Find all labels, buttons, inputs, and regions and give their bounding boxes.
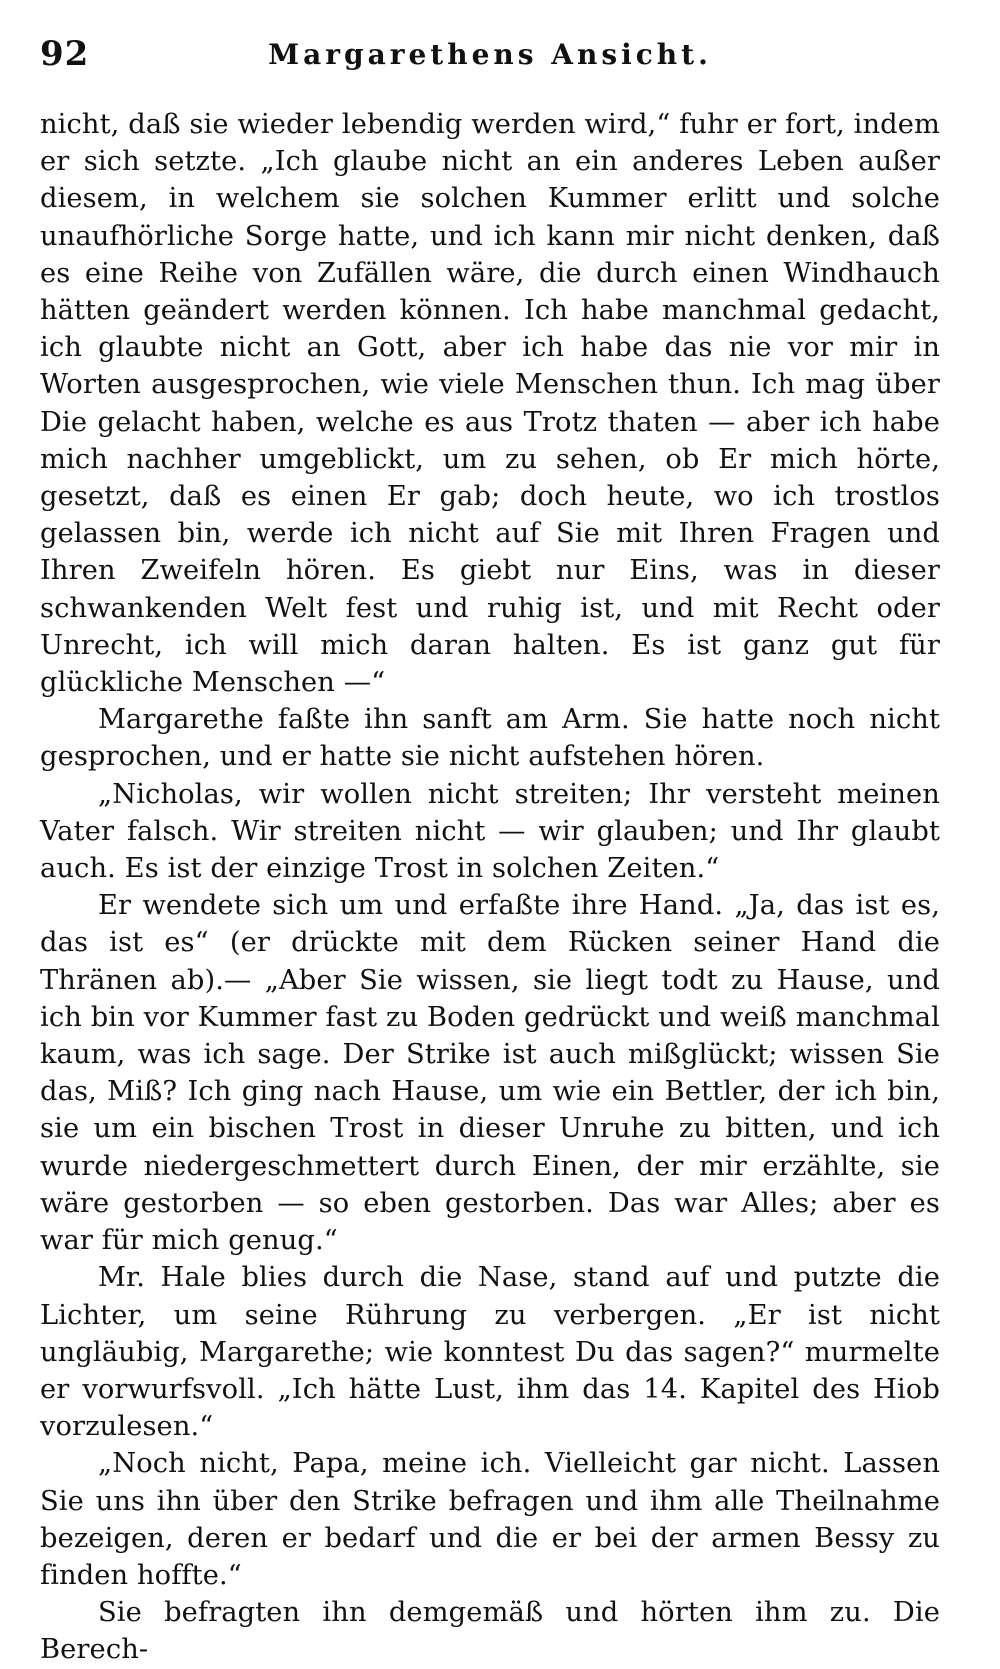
page-number: 92 <box>40 34 90 74</box>
body-text <box>40 106 940 1669</box>
paragraph-5: Mr. Hale blies durch die Nase, stand auf und putzte die Lichter, um seine Rührung zu verbergen. „Er ist nicht ungläubig, Margarethe; wie konntest Du das sagen?“ murmelte er vorwurfsvoll. „Ich hätte Lust, ihm das 14. Kapitel des Hiob vorzulesen.“ <box>40 1262 940 1443</box>
paragraph-7: Sie befragten ihn demgemäß und hörten ihm zu. Die Berech- <box>40 1597 940 1666</box>
paragraph-3: „Nicholas, wir wollen nicht streiten; Ihr versteht meinen Vater falsch. Wir streiten nicht — wir glauben; und Ihr glaubt auch. Es ist der einzige Trost in solchen Zeiten.“ <box>40 778 940 885</box>
book-page <box>40 34 940 1669</box>
paragraph-2: Margarethe faßte ihn sanft am Arm. Sie hatte noch nicht gesprochen, und er hatte sie nicht aufstehen hören. <box>40 704 940 773</box>
paragraph-4: Er wendete sich um und erfaßte ihre Hand. „Ja, das ist es, das ist es“ (er drückte mit dem Rücken seiner Hand die Thränen ab).— „Aber Sie wissen, sie liegt todt zu Hause, und ich bin vor Kummer fast zu Boden gedrückt und weiß manchmal kaum, was ich sage. Der Strike ist auch mißglückt; wissen Sie das, Miß? Ich ging nach Hause, um wie ein Bettler, der ich bin, sie um ein bischen Trost in dieser Unruhe zu bitten, und ich wurde niedergeschmettert durch Einen, der mir erzählte, sie wäre gestorben — so eben gestorben. Das war Alles; aber es war für mich genug.“ <box>40 890 940 1257</box>
running-title: Margarethens Ansicht. <box>268 38 712 71</box>
running-head <box>40 34 940 92</box>
paragraph-1: nicht, daß sie wieder lebendig werden wird,“ fuhr er fort, indem er sich setzte. „Ich glaube nicht an ein anderes Leben außer diesem, in welchem sie solchen Kummer erlitt und solche unaufhörliche Sorge hatte, und ich kann mir nicht denken, daß es eine Reihe von Zufällen wäre, die durch einen Windhauch hätten geändert werden können. Ich habe manchmal gedacht, ich glaubte nicht an Gott, aber ich habe das nie vor mir in Worten ausgesprochen, wie viele Menschen thun. Ich mag über Die gelacht haben, welche es aus Trotz thaten — aber ich habe mich nachher umgeblickt, um zu sehen, ob Er mich hörte, gesetzt, daß es einen Er gab; doch heute, wo ich trostlos gelassen bin, werde ich nicht auf Sie mit Ihren Fragen und Ihren Zweifeln hören. Es giebt nur Eins, was in dieser schwankenden Welt fest und ruhig ist, und mit Recht oder Unrecht, ich will mich daran halten. Es ist ganz gut für glückliche Menschen —“ <box>40 109 940 699</box>
paragraph-6: „Noch nicht, Papa, meine ich. Vielleicht gar nicht. Lassen Sie uns ihn über den Strike befragen und ihm alle Theilnahme bezeigen, deren er bedarf und die er bei der armen Bessy zu finden hoffte.“ <box>40 1448 940 1591</box>
